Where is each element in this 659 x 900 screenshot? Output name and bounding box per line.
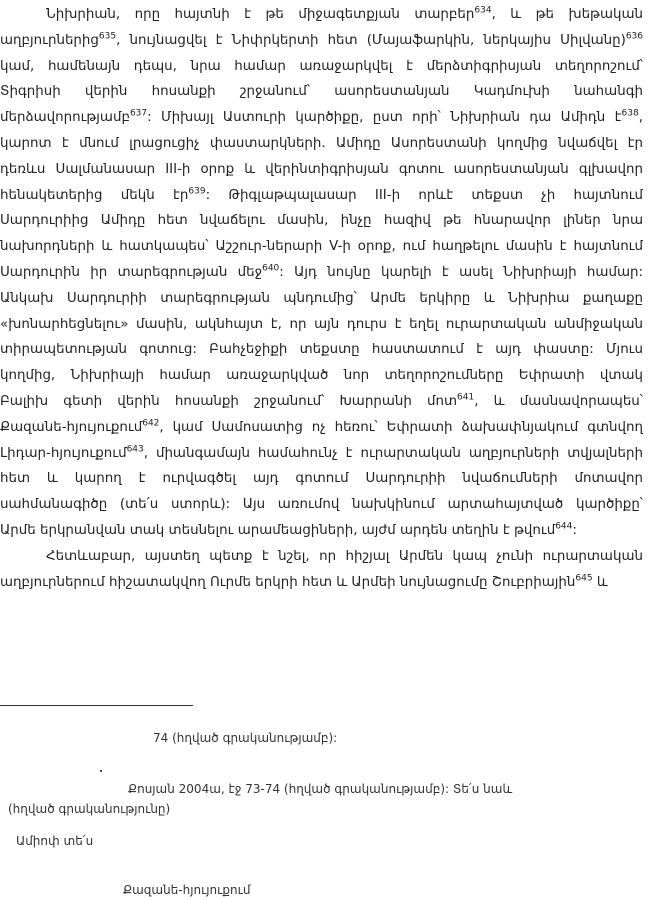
text-run: Լիդար-հյույուքում <box>0 445 127 461</box>
text-run: Սարդուրիից Ամիդը հետ նվաճելու մասին, ինչը հազիվ թե հնարավոր լիներ նրա <box>0 213 643 229</box>
text-run: տիրապետության գոտուց: Բահչեջիքի տեքստը հաստատում է այդ փաստը: Մյուս <box>0 342 643 358</box>
text-run: , և մասնավորապես՝ <box>474 393 643 409</box>
text-line <box>0 131 643 157</box>
text-line <box>0 415 643 441</box>
footnote-line: Քոսյան 2004ա, էջ 73-74 (հղված գրականությամբ): Տե՛ս նաև <box>128 782 513 796</box>
paragraph-1 <box>0 2 643 544</box>
text-run: և <box>592 574 608 590</box>
text-run: Հետևաբար, այստեղ պետք է նշել, որ հիշյալ Արմեն կապ չունի ուրարտական <box>46 548 643 564</box>
footnote-line: (հղված գրականությունը) <box>8 802 171 816</box>
text-run: Սարդուրին իր տարեգրության մեջ <box>0 264 263 280</box>
footnote-ref[interactable]: 635 <box>98 31 117 42</box>
text-line <box>0 234 643 260</box>
text-line <box>0 286 643 312</box>
text-run: , նույնացվել է Նիփրկերտի հետ (Մայաֆարկին, ներկայիս Սիլվանը) <box>116 32 626 48</box>
text-line <box>0 28 643 54</box>
text-run: , միանգամայն համահունչ է ուրարտական աղբյուրների տվյալների <box>143 445 643 461</box>
text-line <box>0 79 643 105</box>
text-run: աղբյուրներում հիշատակվող Ուրմե երկրի հետ և Արմեի նույնացումը Շուբրիային <box>0 574 576 590</box>
text-line <box>0 54 643 80</box>
footnote-ref[interactable]: 634 <box>474 5 492 16</box>
text-line <box>0 544 643 570</box>
text-run: : Այդ նույնը կարելի է ասել Նիխրիայի համար: <box>279 264 643 280</box>
text-run: աղբյուրներից <box>0 32 99 48</box>
text-run: Նիխրիան, որը հայտնի է թե միջագետքյան տարբեր <box>46 7 475 22</box>
footnote-ref[interactable]: 641 <box>457 392 475 403</box>
text-line <box>0 183 643 209</box>
text-run: կարոտ է մնում լրացուցիչ փաստարկների. Ամիդը Ասորեստանի կողմից նվաճվել էր <box>0 135 643 151</box>
text-line <box>0 466 643 492</box>
footnote-ref[interactable]: 640 <box>262 263 280 274</box>
footnote-mark <box>100 770 102 772</box>
text-run: «խոնարհեցնելու» մասին, ակնհայտ է, որ այն դուրս է եղել ուրարտական անմիջական <box>0 316 643 332</box>
footnote-ref[interactable]: 643 <box>126 444 144 455</box>
text-run: : Միխայլ Աստուրի կարծիքը, ըստ որի՝ Նիխրիան դա Ամիդն է <box>147 110 622 126</box>
text-run: Բալիխ գետի վերին հոսանքի շրջանում՝ Խարրանի մոտ <box>0 393 458 409</box>
text-run: հետ և կարող է ուրվագծել այդ գոտում Սարդուրիի նվաճումների մոտավոր <box>0 471 643 487</box>
text-line <box>0 518 643 544</box>
paragraph-2 <box>0 544 643 596</box>
text-line <box>0 570 643 596</box>
text-line <box>0 105 643 131</box>
footnote-line: Ամիոփ տե՛ս <box>16 834 94 848</box>
text-line <box>0 312 643 338</box>
footnote-ref[interactable]: 637 <box>129 108 148 119</box>
main-text <box>0 2 643 595</box>
text-run: կամ, համենայն դեպս, նրա համար առաջարկվել է մերձտիգրիսյան տեղորոշում՝ <box>0 58 643 74</box>
text-run: : <box>572 522 577 538</box>
text-run: Անկախ Սարդուրիի տարեգրության պնդումից՝ Արմե երկիրը և Նիխրիա քաղաքը <box>0 290 643 306</box>
text-line <box>0 337 643 363</box>
text-line <box>0 492 643 518</box>
text-run: կողմից, Նիխրիայի համար առաջարկված նոր տեղորոշումները Եփրատի վտակ <box>0 368 643 384</box>
text-run: սահմանագիծը (տե՛ս ստորև): Այս առումով նախկինում արտահայտված կարծիքը՝ <box>0 497 643 513</box>
footnote-ref[interactable]: 638 <box>621 108 639 119</box>
text-run: , <box>638 110 643 126</box>
text-run: , կամ Սամոսատից ոչ հեռու՝ Եփրատի ձախափնյակում գտնվող <box>159 419 643 435</box>
text-run: Քազանե-հյույուքում <box>0 419 143 435</box>
footnote-ref[interactable]: 644 <box>555 521 573 532</box>
text-run: Արմե երկրանվան տակ տեսնելու արամեացիների, այժմ արդեն տեղին է թվում <box>0 522 556 538</box>
text-run: , և թե խեթական <box>491 7 643 22</box>
footnote-line: 74 (հղված գրականությամբ): <box>153 731 338 745</box>
text-line <box>0 157 643 183</box>
text-run: հենակետերից մեկն էր <box>0 187 189 203</box>
text-run: նախորդների և հատկապես՝ Աշշուր-ներարի V-ի օրոք, ում հաղթելու մասին է հայտնում <box>0 239 643 255</box>
footnote-ref[interactable]: 639 <box>188 186 206 197</box>
text-run: Տիգրիսի վերին հոսանքի շրջանում՝ ասորեստանյան Կադմուխի նահանգի <box>0 84 643 100</box>
text-line <box>0 389 643 415</box>
footnote-ref[interactable]: 636 <box>625 31 643 42</box>
text-line <box>0 441 643 467</box>
text-line <box>0 208 643 234</box>
footnote-line: Քազանե-հյույուքում <box>123 883 251 897</box>
text-run: մերձավորությամբ <box>0 110 130 126</box>
footnote-ref[interactable]: 642 <box>142 418 160 429</box>
footnote-separator <box>0 705 193 706</box>
text-run: : Թիգլաթպալասար III-ի որևէ տեքստ չի հայտնում <box>205 187 643 203</box>
text-line <box>0 260 643 286</box>
footnote-ref[interactable]: 645 <box>575 573 593 584</box>
text-run: դեռևս Սալմանասար III-ի օրոք և վերինտիգրիսյան գոտու ասորեստանյան գլխավոր <box>0 161 643 177</box>
text-line <box>0 2 643 28</box>
text-line <box>0 363 643 389</box>
